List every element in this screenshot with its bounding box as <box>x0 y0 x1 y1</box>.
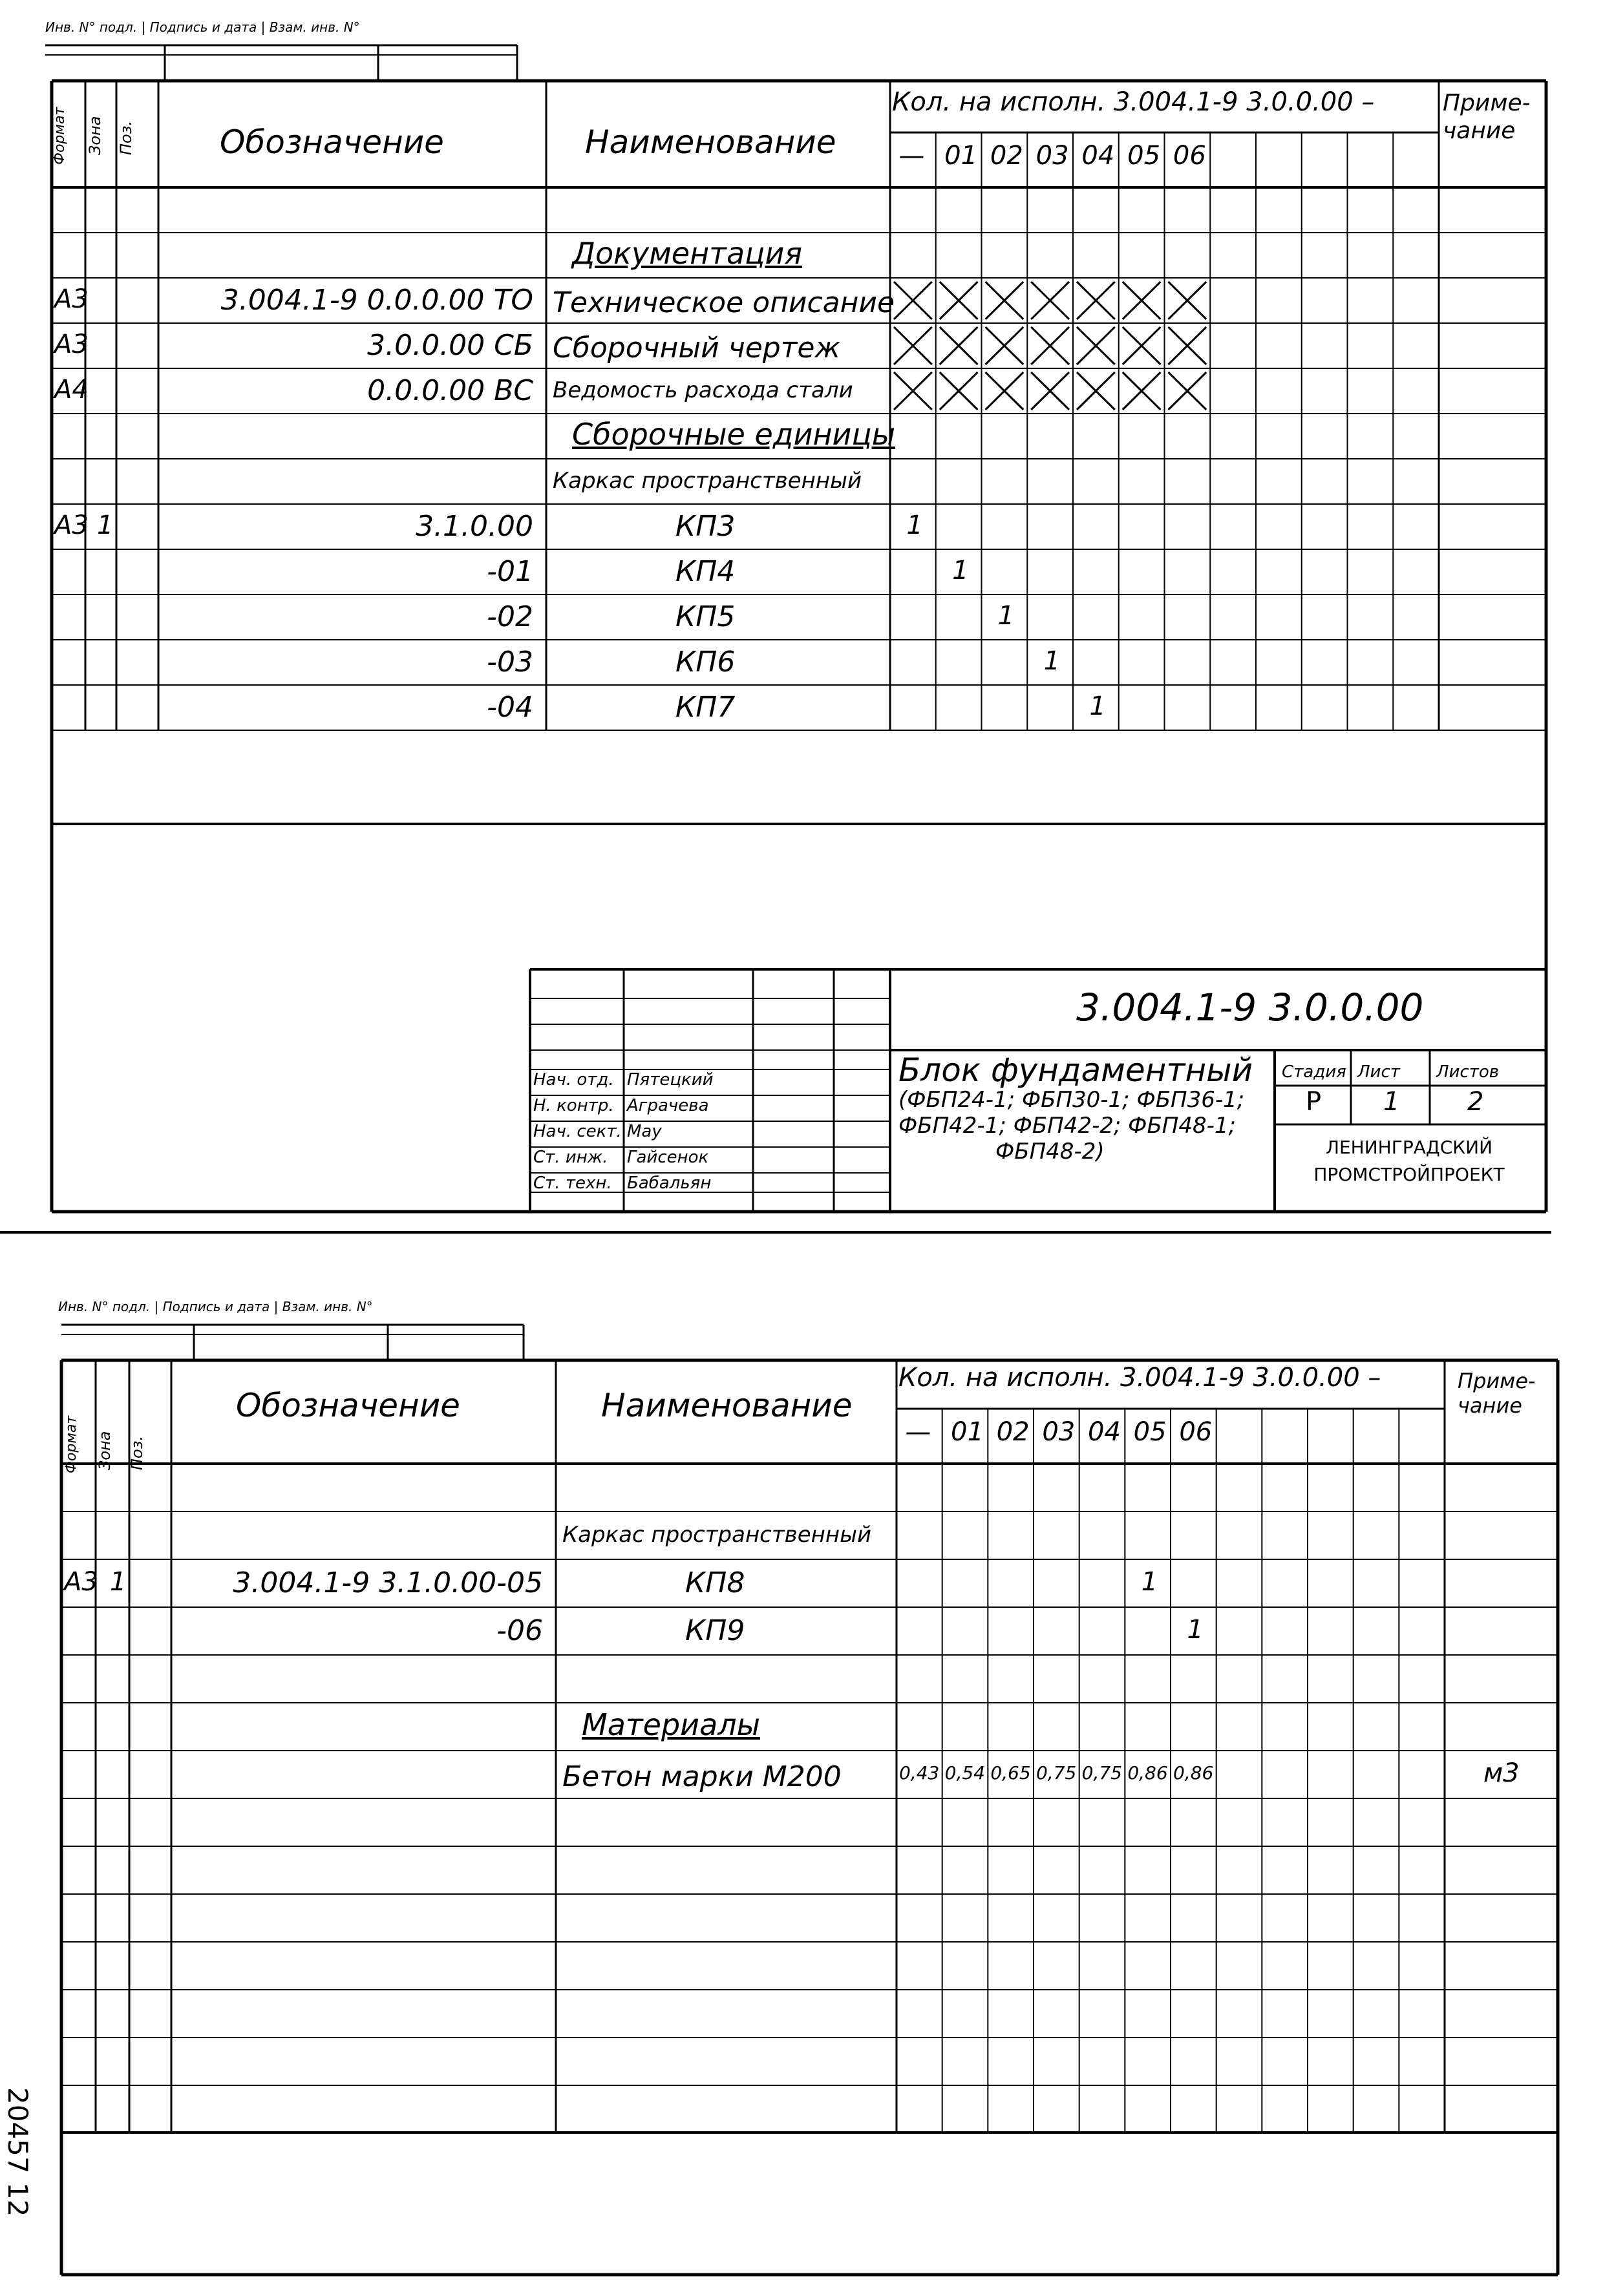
organization <box>1286 1134 1532 1188</box>
col-header-pos: Поз. <box>117 120 135 155</box>
cell-quantity: 0,43 <box>899 1762 940 1784</box>
cell-name: Техническое описание <box>553 286 895 319</box>
col-header-zone: Зона <box>86 116 104 155</box>
signer-role: Ст. техн. <box>533 1174 612 1193</box>
org-line: ЛЕНИНГРАДСКИЙ <box>1325 1137 1493 1158</box>
stage-value: Р <box>1306 1087 1322 1117</box>
cell-name: Сборочный чертеж <box>553 332 841 364</box>
signer-name: Мау <box>627 1122 662 1141</box>
signer-name: Аграчева <box>627 1096 709 1115</box>
col-header-note: Приме-чание <box>1443 90 1531 145</box>
title-line: ФБП48-2) <box>995 1139 1105 1164</box>
sheets-value: 2 <box>1467 1087 1484 1117</box>
cell-designation: -06 <box>496 1614 543 1647</box>
top-stamp: Инв. N° подл. | Подпись и дата | Взам. инв. N° <box>45 19 360 35</box>
cell-designation: -03 <box>487 646 533 679</box>
cell-format: А3 <box>54 330 89 359</box>
cell-designation: 3.1.0.00 <box>416 510 533 543</box>
cell-quantity: 0,86 <box>1173 1762 1214 1784</box>
cell-quantity: 0,75 <box>1081 1762 1122 1784</box>
org-line: ПРОМСТРОЙПРОЕКТ <box>1313 1164 1505 1185</box>
cell-format: А3 <box>54 284 89 314</box>
col-header-pos: Поз. <box>128 1435 146 1470</box>
cell-name: Материалы <box>582 1707 760 1742</box>
cell-name: Каркас пространственный <box>562 1522 872 1548</box>
sheets-label: Листов <box>1436 1062 1500 1082</box>
cell-format: А3 <box>64 1567 98 1597</box>
title-line: ФБП42-1; ФБП42-2; ФБП48-1; <box>898 1113 1236 1139</box>
variant-col-header: 01 <box>944 141 978 171</box>
col-header-qty: Кол. на исполн. 3.004.1-9 3.0.0.00 – <box>892 87 1375 117</box>
cell-designation: -02 <box>487 600 533 633</box>
title-line: (ФБП24-1; ФБП30-1; ФБП36-1; <box>898 1087 1245 1113</box>
cell-name: Бетон марки М200 <box>562 1760 842 1793</box>
variant-col-header: — <box>898 141 925 171</box>
cell-designation: 3.004.1-9 3.1.0.00-05 <box>233 1566 543 1599</box>
cell-name: КП8 <box>685 1566 745 1599</box>
sheet-value: 1 <box>1383 1087 1400 1117</box>
cell-quantity: 0,86 <box>1127 1762 1168 1784</box>
cell-format: А3 <box>54 511 89 540</box>
variant-col-header: 02 <box>990 141 1023 171</box>
col-header-note: Приме-чание <box>1458 1369 1536 1418</box>
cell-name: Ведомость расхода стали <box>553 377 853 403</box>
col-header-format: Формат <box>52 107 68 165</box>
cell-quantity: 1 <box>1043 646 1061 676</box>
side-number: 20457 12 <box>2 2087 34 2217</box>
doc-code: 3.004.1-9 3.0.0.00 <box>1076 985 1424 1029</box>
variant-col-header: 02 <box>996 1417 1030 1447</box>
variant-col-header: 06 <box>1179 1417 1213 1447</box>
cell-note: м3 <box>1483 1758 1520 1788</box>
cell-quantity: 0,75 <box>1036 1762 1077 1784</box>
variant-col-header: 04 <box>1081 141 1115 171</box>
signer-role: Нач. отд. <box>533 1070 614 1090</box>
drawing-title <box>898 1053 1253 1164</box>
top-stamp: Инв. N° подл. | Подпись и дата | Взам. инв. N° <box>58 1299 373 1314</box>
col-header-name: Наименование <box>601 1387 853 1424</box>
sheet-label: Лист <box>1357 1062 1400 1082</box>
col-header-format: Формат <box>63 1415 80 1473</box>
cell-quantity: 1 <box>1089 691 1106 721</box>
cell-quantity: 1 <box>997 601 1015 631</box>
cell-designation: 3.0.0.00 СБ <box>367 329 533 362</box>
specification-sheet-2 <box>0 1228 1614 2296</box>
cell-quantity: 1 <box>952 556 969 585</box>
signer-name: Пятецкий <box>627 1070 714 1090</box>
cell-designation: -01 <box>487 555 533 588</box>
cell-name: КП6 <box>675 646 736 679</box>
cell-quantity: 0,54 <box>944 1762 985 1784</box>
variant-col-header: 03 <box>1035 141 1069 171</box>
cell-designation: -04 <box>487 691 533 724</box>
variant-col-header: 05 <box>1133 1417 1167 1447</box>
col-header-qty: Кол. на исполн. 3.004.1-9 3.0.0.00 – <box>898 1363 1381 1393</box>
variant-col-header: 04 <box>1088 1417 1121 1447</box>
stage-label: Стадия <box>1282 1062 1346 1082</box>
cell-quantity: 1 <box>1141 1567 1158 1597</box>
variant-col-header: — <box>905 1417 931 1447</box>
cell-name: Каркас пространственный <box>553 468 862 494</box>
cell-name: Сборочные единицы <box>572 417 896 452</box>
cell-pos: 1 <box>97 511 114 540</box>
signer-role: Нач. сект. <box>533 1122 622 1141</box>
cell-name: Документация <box>572 236 803 271</box>
cell-name: КП3 <box>675 510 736 543</box>
signer-role: Ст. инж. <box>533 1148 608 1167</box>
cell-name: КП7 <box>675 691 736 724</box>
variant-col-header: 05 <box>1127 141 1161 171</box>
col-header-name: Наименование <box>585 123 836 161</box>
cell-format: А4 <box>54 375 89 405</box>
cell-designation: 3.004.1-9 0.0.0.00 ТО <box>220 284 533 317</box>
cell-name: КП5 <box>675 600 736 633</box>
cell-designation: 0.0.0.00 ВС <box>367 374 533 407</box>
cell-name: КП4 <box>675 555 736 588</box>
signer-name: Бабальян <box>627 1174 712 1193</box>
variant-col-header: 03 <box>1042 1417 1076 1447</box>
cell-quantity: 1 <box>1187 1615 1204 1645</box>
col-header-zone: Зона <box>96 1431 114 1470</box>
col-header-designation: Обозначение <box>236 1387 460 1424</box>
title-line: Блок фундаментный <box>898 1051 1253 1089</box>
col-header-designation: Обозначение <box>220 123 444 161</box>
variant-col-header: 06 <box>1173 141 1206 171</box>
cell-pos: 1 <box>110 1567 127 1597</box>
cell-quantity: 0,65 <box>990 1762 1031 1784</box>
signer-name: Гайсенок <box>627 1148 709 1167</box>
variant-col-header: 01 <box>951 1417 984 1447</box>
cell-name: КП9 <box>685 1614 745 1647</box>
signer-role: Н. контр. <box>533 1096 614 1115</box>
cell-quantity: 1 <box>906 511 923 540</box>
